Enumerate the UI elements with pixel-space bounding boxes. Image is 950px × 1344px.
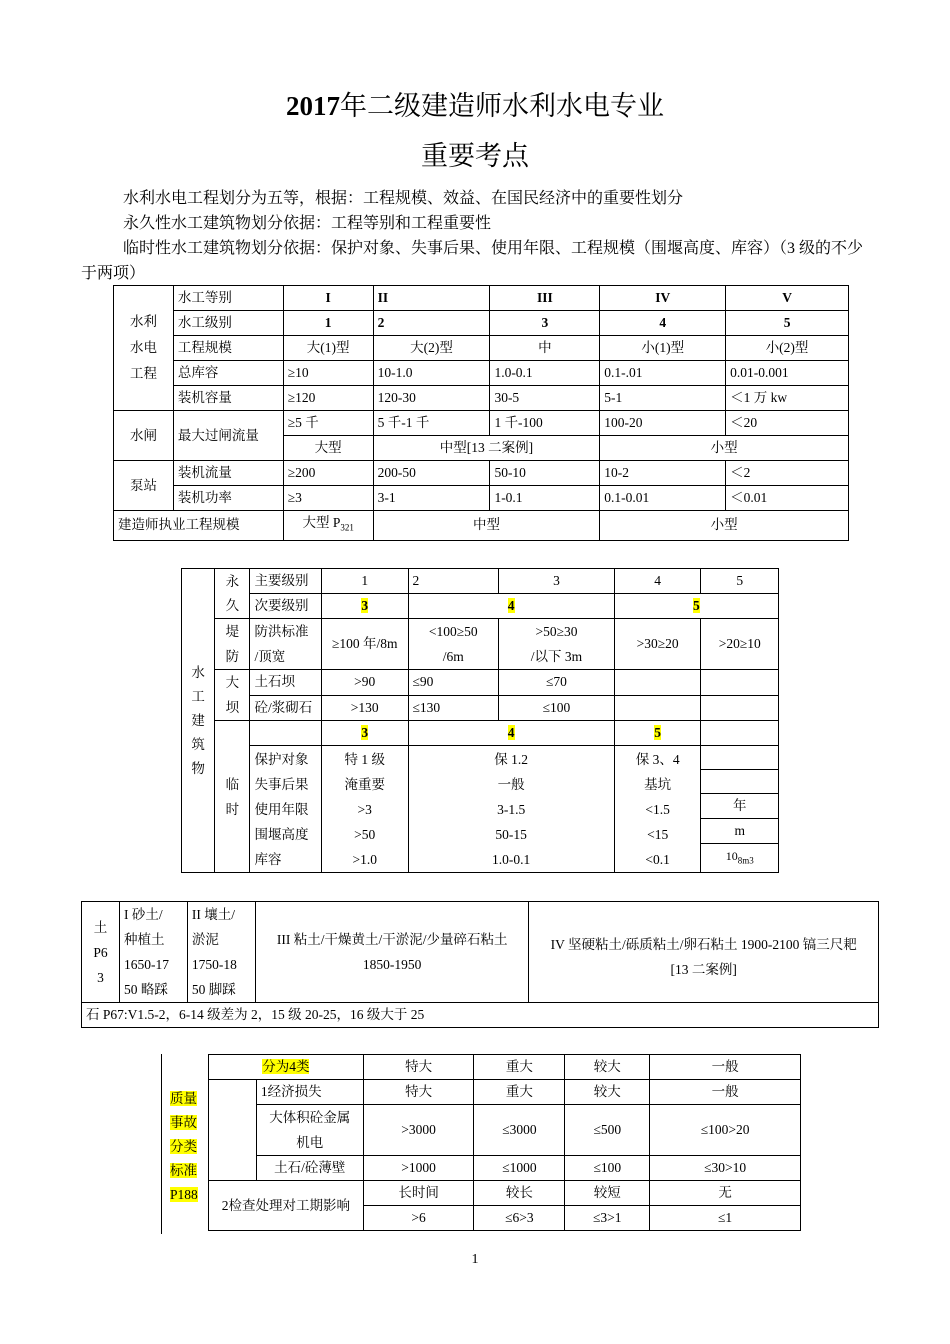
cell: >130 [321,695,408,721]
cell: 装机流量 [173,461,283,486]
cell: 大体积砼金属 机电 [256,1105,363,1156]
cell: 120-30 [373,386,490,411]
soil-table [81,901,879,1028]
cell: ≤130 [408,695,499,721]
cell: 特 1 级 淹重要 >3 >50 >1.0 [321,746,408,873]
cell: 5 [726,311,849,336]
highlight: 4 [507,598,515,613]
cell: ＜20 [726,411,849,436]
side-text: 质量 [170,1091,197,1106]
cell [701,746,779,770]
cell: ≤70 [499,670,615,696]
cell: 1.0-0.1 [490,361,600,386]
cell: 中 [490,336,600,361]
cell: 砼/浆砌石 [250,695,321,721]
cell: 4 [614,569,701,594]
cell: ≤1 [650,1206,801,1231]
cell: 200-50 [373,461,490,486]
cell-line: [13 二案例] [670,962,737,977]
cell: 水工等别 [173,286,283,311]
cell [701,721,779,746]
cell: 较短 [565,1181,650,1206]
building-grade-table [181,568,779,873]
title-year: 2017 [286,91,340,121]
cell: 装机容量 [173,386,283,411]
cell: >3000 [363,1105,474,1156]
cell: 2检查处理对工期影响 [209,1181,364,1231]
cell [529,902,879,1003]
cell: 小(1)型 [600,336,726,361]
cell: 装机功率 [173,486,283,511]
cell: 3-1 [373,486,490,511]
cell: <100≥50 /6m [408,619,499,670]
cell: ≥120 [283,386,373,411]
unit-sub: 3 [749,855,754,866]
cell: 30-5 [490,386,600,411]
cell: 100-20 [600,411,726,436]
cell [408,721,614,746]
document-subtitle: 重要考点 [421,141,529,171]
side-text: 事故 [170,1115,197,1130]
cell: 保 1.2 一般 3-1.5 50-15 1.0-0.1 [408,746,614,873]
cell [283,511,373,541]
cell: ≥200 [283,461,373,486]
cell: 石 P67:V1.5-2，6-14 级差为 2，15 级 20-25，16 级大于 25 [82,1003,879,1028]
accident-table [208,1054,801,1231]
cell: 最大过闸流量 [173,411,283,461]
cell: 无 [650,1181,801,1206]
side-label [170,1087,198,1207]
cell: 1-0.1 [490,486,600,511]
cell [209,1055,364,1080]
cell: 特大 [363,1080,474,1105]
unit-sub: 8m [737,855,750,866]
cell: 防洪标准 /顶宽 [250,619,321,670]
cell: 3 [490,311,600,336]
cell: 较长 [474,1181,565,1206]
cell-text: 大型 P [302,515,341,530]
cell: 保护对象 失事后果 使用年限 围堰高度 库容 [250,746,321,873]
page-number: 1 [471,1252,479,1267]
cell: ≤500 [565,1105,650,1156]
cell-line: IV 坚硬粘土/砾质粘土/卵石粘土 1900-2100 镐三尺耙 [550,937,857,952]
cell [701,770,779,794]
cell: 0.01-0.001 [726,361,849,386]
cell: 一般 [650,1080,801,1105]
cell: 土 P6 3 [82,902,120,1003]
cell: 0.1-0.01 [600,486,726,511]
cell: ＜0.01 [726,486,849,511]
cell: 主要级别 [250,569,321,594]
cell: ≥5 千 [283,411,373,436]
highlight: 5 [654,725,662,740]
cell [614,721,701,746]
cell: 较大 [565,1080,650,1105]
group-sluice: 水闸 [114,411,174,461]
cell: 10-1.0 [373,361,490,386]
cell [701,670,779,696]
cell: 1经济损失 [256,1080,363,1105]
cell: 大(2)型 [373,336,490,361]
cell: 土石坝 [250,670,321,696]
highlight: 分为4类 [262,1059,310,1074]
cell: ≥3 [283,486,373,511]
cell: 年 [701,794,779,819]
left-rule [161,1054,162,1234]
cell: 工程规模 [173,336,283,361]
cell: ≤3000 [474,1105,565,1156]
cell: 小型 [600,436,849,461]
group-permanent: 永 久 [215,569,250,619]
cell [614,695,701,721]
unit-text: 10 [725,849,738,863]
cell: 5 千-1 千 [373,411,490,436]
cell: 小(2)型 [726,336,849,361]
cell: 1 [321,569,408,594]
group-building: 水 工 建 筑 物 [182,569,215,873]
highlight: 5 [693,598,700,613]
cell: ≤6>3 [474,1206,565,1231]
cell: 2 [373,311,490,336]
cell: II 壤土/ 淤泥 1750-18 50 脚踩 [187,902,255,1003]
intro-paragraphs [81,186,871,286]
side-text: 分类 [170,1139,197,1154]
highlight: 4 [507,725,515,740]
cell: 4 [600,311,726,336]
cell [321,721,408,746]
cell: >1000 [363,1156,474,1181]
cell: I 砂土/ 种植土 1650-17 50 略踩 [119,902,187,1003]
cell: ＜2 [726,461,849,486]
cell [614,670,701,696]
cell: 大(1)型 [283,336,373,361]
side-text: P188 [170,1187,198,1202]
cell: >90 [321,670,408,696]
cell [701,695,779,721]
cell: 中型 [373,511,600,541]
cell: ≤100>20 [650,1105,801,1156]
cell: ≤30>10 [650,1156,801,1181]
cell: ≤1000 [474,1156,565,1181]
cell: 大型 [283,436,373,461]
cell [250,721,321,746]
group-dam: 大 坝 [215,670,250,721]
cell: 特大 [363,1055,474,1080]
cell: 建造师执业工程规模 [114,511,284,541]
cell [701,844,779,873]
cell: I [283,286,373,311]
cell: 1 千-100 [490,411,600,436]
cell: ≥10 [283,361,373,386]
cell: >30≥20 [614,619,701,670]
cell: IV [600,286,726,311]
cell: III 粘土/干燥黄土/干淤泥/少量碎石粘土 1850-1950 [255,902,529,1003]
group-pump: 泵站 [114,461,174,511]
cell: 小型 [600,511,849,541]
cell: >20≥10 [701,619,779,670]
cell: 0.1-.01 [600,361,726,386]
cell: 2 [408,569,499,594]
cell: 10-2 [600,461,726,486]
intro-line-1: 水利水电工程划分为五等，根据：工程规模、效益、在国民经济中的重要性划分 [123,190,684,207]
cell: 长时间 [363,1181,474,1206]
cell: 保 3、4 基坑 <1.5 <15 <0.1 [614,746,701,873]
cell: 中型[13 二案例] [373,436,600,461]
cell: 较大 [565,1055,650,1080]
cell: 5-1 [600,386,726,411]
grade-table [113,285,849,541]
intro-line-3: 临时性水工建筑物划分依据：保护对象、失事后果、使用年限、工程规模（围堰高度、库容）（3 级的不少于两项） [81,240,864,282]
cell: II [373,286,490,311]
cell: ≤100 [499,695,615,721]
cell: 一般 [650,1055,801,1080]
cell: ≤100 [565,1156,650,1181]
cell: m [701,819,779,844]
document-title [0,84,950,123]
cell: V [726,286,849,311]
cell: >6 [363,1206,474,1231]
cell: III [490,286,600,311]
side-text: 标准 [170,1163,197,1178]
cell: 土石/砼薄壁 [256,1156,363,1181]
cell: >50≥30 /以下 3m [499,619,615,670]
cell [321,594,408,619]
cell: 3 [499,569,615,594]
highlight: 3 [361,725,369,740]
cell: 次要级别 [250,594,321,619]
cell: ≤90 [408,670,499,696]
group-temporary: 临 时 [215,721,250,873]
cell: 5 [701,569,779,594]
cell: 总库容 [173,361,283,386]
cell: ＜1 万 kw [726,386,849,411]
cell: ≥100 年/8m [321,619,408,670]
cell [408,594,614,619]
cell: 重大 [474,1080,565,1105]
group-levee: 堤 防 [215,619,250,670]
group-hydro: 水利 水电 工程 [114,286,174,411]
cell: ≤3>1 [565,1206,650,1231]
cell: 50-10 [490,461,600,486]
cell [614,594,778,619]
cell [209,1080,257,1181]
cell: 1 [283,311,373,336]
highlight: 3 [361,598,369,613]
intro-line-2: 永久性水工建筑物划分依据：工程等别和工程重要性 [123,215,492,232]
cell: 水工级别 [173,311,283,336]
title-text: 年二级建造师水利水电专业 [340,91,664,121]
cell: 重大 [474,1055,565,1080]
cell-subscript: 321 [340,522,354,533]
